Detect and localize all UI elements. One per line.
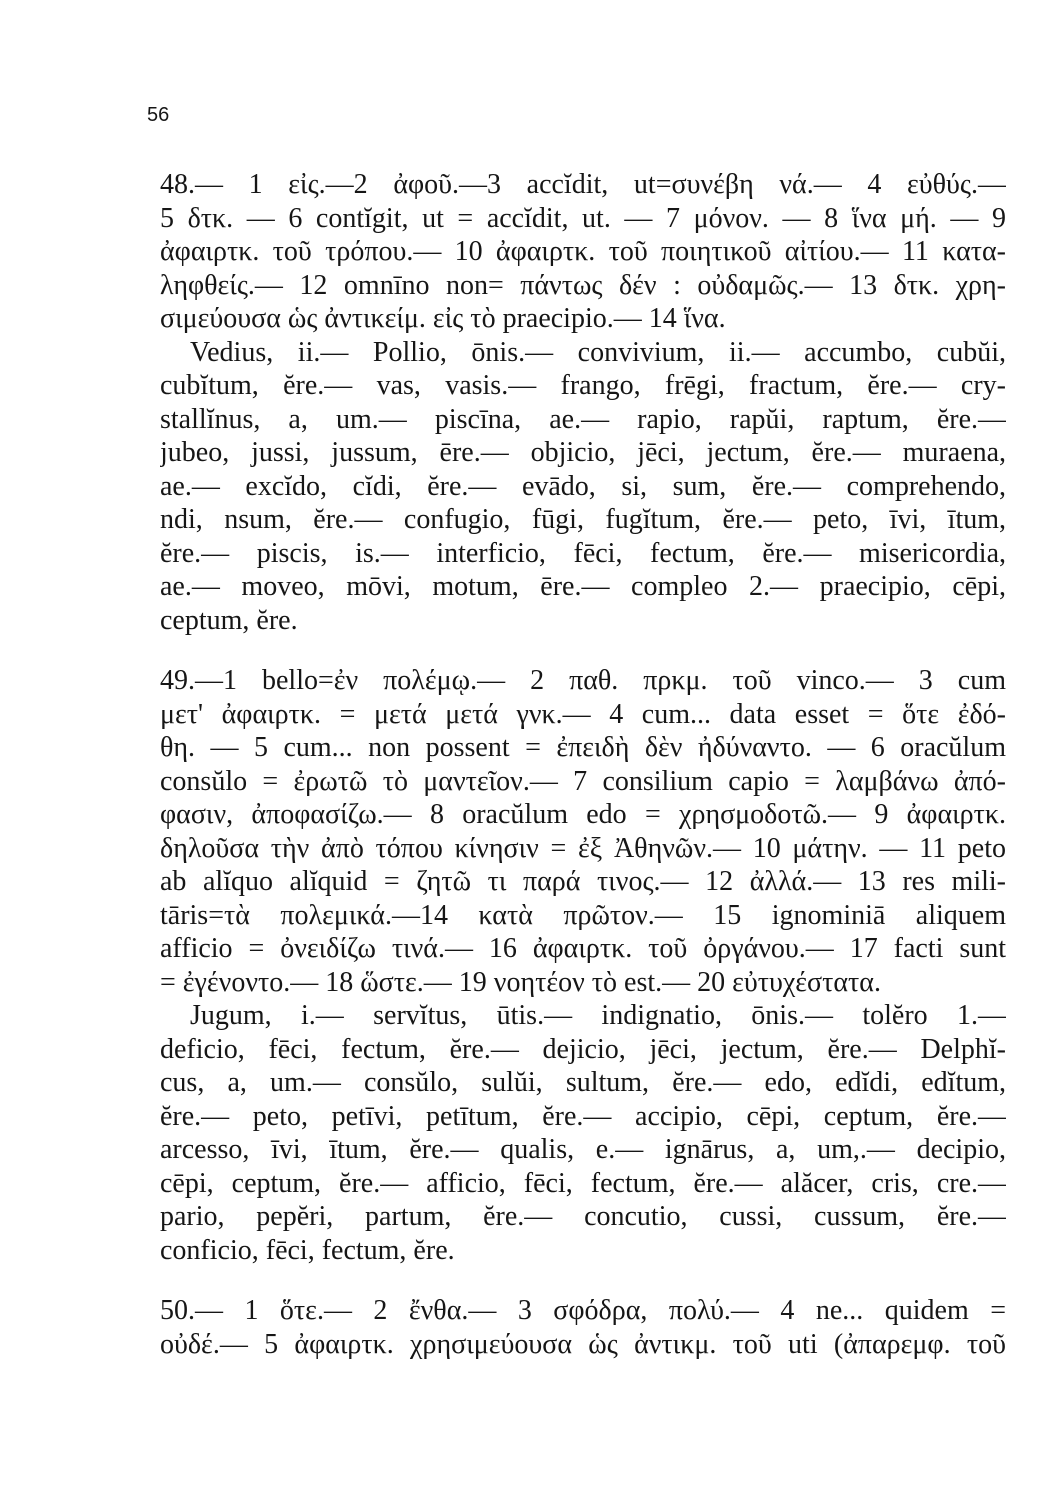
text-line: cubĭtum, ĕre.— vas, vasis.— frango, frēgi, fractum, ĕre.— cry- — [160, 370, 1006, 401]
text-line: μετ' ἀφαιρτκ. = μετά μετά γνκ.— 4 cum... data esset = ὅτε ἐδό- — [160, 698, 1006, 730]
text-line: ĕre.— piscis, is.— interficio, fēci, fectum, ĕre.— misericordia, — [160, 537, 1006, 569]
text-line: 49.—1 bello=ἐν πολέμῳ.— 2 παθ. πρκμ. τοῦ vinco.— 3 cum — [160, 665, 1006, 696]
text-line: 48.— 1 εἰς.—2 ἀφοῦ.—3 accĭdit, ut=συνέβη νά.— 4 εὐθύς.— — [160, 169, 1006, 200]
text-line: δηλοῦσα τὴν ἀπὸ τόπου κίνησιν = ἐξ Ἀθηνῶν.— 10 μάτην. — 11 peto — [160, 832, 1006, 864]
text-line: conficio, fēci, fectum, ĕre. — [160, 1234, 455, 1266]
text-line: arcesso, īvi, ītum, ĕre.— qualis, e.— ignārus, a, um,.— decipio, — [160, 1134, 1006, 1165]
text-line: 50.— 1 ὅτε.— 2 ἔνθα.— 3 σφόδρα, πολύ.— 4 ne... quidem = — [160, 1295, 1006, 1326]
text-line: Jugum, i.— servĭtus, ūtis.— indignatio, ōnis.— tolĕro 1.— — [190, 1000, 1006, 1031]
text-line: Vedius, ii.— Pollio, ōnis.— convivium, ii.— accumbo, cubŭi, — [190, 336, 1006, 368]
text-line: ae.— excĭdo, cĭdi, ĕre.— evādo, si, sum, ĕre.— comprehendo, — [160, 470, 1006, 502]
page-body — [160, 168, 1006, 1361]
text-line: cēpi, ceptum, ĕre.— afficio, fēci, fectum, ĕre.— alăcer, cris, cre.— — [160, 1167, 1006, 1199]
text-line: cus, a, um.— consŭlo, sulŭi, sultum, ĕre.— edo, edĭdi, edĭtum, — [160, 1067, 1006, 1098]
page-number: 56 — [147, 104, 170, 126]
text-line: stallĭnus, a, um.— piscīna, ae.— rapio, rapŭi, raptum, ĕre.— — [160, 403, 1006, 435]
section-gap — [160, 637, 1006, 664]
text-line: ĕre.— peto, petīvi, petītum, ĕre.— accipio, cēpi, ceptum, ĕre.— — [160, 1100, 1006, 1132]
text-line: pario, pepĕri, partum, ĕre.— concutio, cussi, cussum, ĕre.— — [160, 1201, 1006, 1232]
text-line: ἀφαιρτκ. τοῦ τρόπου.— 10 ἀφαιρτκ. τοῦ ποιητικοῦ αἰτίου.— 11 κατα- — [160, 236, 1006, 267]
text-line: ndi, nsum, ĕre.— confugio, fūgi, fugĭtum, ĕre.— peto, īvi, ītum, — [160, 504, 1006, 535]
text-line: σιμεύουσα ὡς ἀντικείμ. εἰς τὸ praecipio.— 14 ἵνα. — [160, 303, 726, 334]
text-line: consŭlo = ἐρωτῶ τὸ μαντεῖον.— 7 consilium capio = λαμβάνω ἀπό- — [160, 765, 1006, 797]
text-line: οὐδέ.— 5 ἀφαιρτκ. χρησιμεύουσα ὡς ἀντικμ. τοῦ uti (ἀπαρεμφ. τοῦ — [160, 1328, 1006, 1360]
section-48 — [160, 168, 1006, 637]
section-49 — [160, 664, 1006, 1267]
text-line: jubeo, jussi, jussum, ēre.— objicio, jēci, jectum, ĕre.— muraena, — [160, 437, 1006, 468]
text-line: ceptum, ĕre. — [160, 604, 298, 636]
text-line: ab alĭquo alĭquid = ζητῶ τι παρά τινος.— 12 ἀλλά.— 13 res mili- — [160, 866, 1006, 897]
section-gap — [160, 1267, 1006, 1294]
section-50 — [160, 1294, 1006, 1361]
text-line: θη. — 5 cum... non possent = ἐπειδὴ δὲν ἠδύναντο. — 6 oracŭlum — [160, 732, 1006, 763]
text-line: tāris=τὰ πολεμικά.—14 κατὰ πρῶτον.— 15 ignominiā aliquem — [160, 899, 1006, 931]
text-line: = ἐγένοντο.— 18 ὥστε.— 19 νοητέον τὸ est.— 20 εὐτυχέστατα. — [160, 966, 881, 998]
text-line: 5 δτκ. — 6 contĭgit, ut = accĭdit, ut. — 7 μόνον. — 8 ἵνα μή. — 9 — [160, 202, 1006, 234]
text-line: afficio = ὀνειδίζω τινά.— 16 ἀφαιρτκ. τοῦ ὀργάνου.— 17 facti sunt — [160, 933, 1006, 964]
text-line: ληφθείς.— 12 omnīno non= πάντως δέν : οὐδαμῶς.— 13 δτκ. χρη- — [160, 269, 1006, 301]
text-line: φασιν, ἀποφασίζω.— 8 oracŭlum edo = χρησμοδοτῶ.— 9 ἀφαιρτκ. — [160, 799, 1006, 830]
text-line: ae.— moveo, mōvi, motum, ēre.— compleo 2.— praecipio, cēpi, — [160, 571, 1006, 602]
text-line: deficio, fēci, fectum, ĕre.— dejicio, jēci, jectum, ĕre.— Delphĭ- — [160, 1033, 1006, 1065]
